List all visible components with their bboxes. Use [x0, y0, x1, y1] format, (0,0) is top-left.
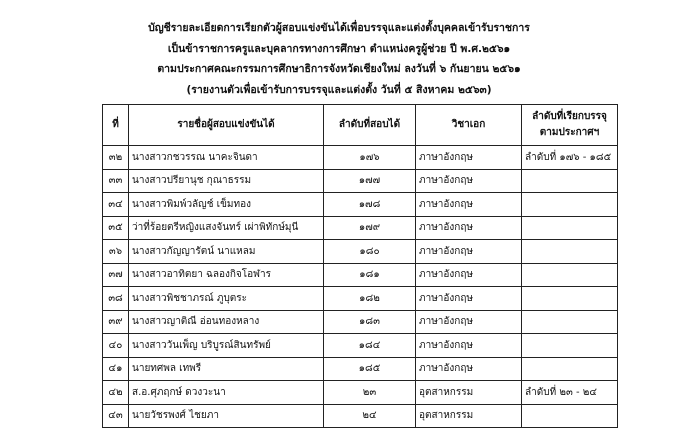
cell-name: นางสาวกชวรรณ นาคะจินดา — [129, 146, 324, 170]
cell-rank: ๑๘๑ — [324, 263, 416, 287]
cell-rank: ๑๗๗ — [324, 169, 416, 193]
cell-name: นางสาวอาทิตยา ฉลองกิจโอฬาร — [129, 263, 324, 287]
cell-name: นางสาวปรียานุช กุณาธรรม — [129, 169, 324, 193]
cell-rank: ๑๗๖ — [324, 146, 416, 170]
cell-major: ภาษาอังกฤษ — [416, 240, 522, 264]
cell-rank: ๑๗๙ — [324, 216, 416, 240]
cell-no: ๓๖ — [103, 240, 129, 264]
cell-name: นางสาววันเพ็ญ บริบูรณ์สินทรัพย์ — [129, 334, 324, 358]
table-row — [103, 216, 618, 240]
cell-no: ๓๔ — [103, 193, 129, 217]
table-row — [103, 240, 618, 264]
cell-rank: ๒๓ — [324, 381, 416, 405]
cell-name: ส.อ.ศุภฤกษ์ ดวงวะนา — [129, 381, 324, 405]
candidate-table — [102, 104, 618, 428]
table-row — [103, 381, 618, 405]
column-header-rank: ลำดับที่สอบได้ — [324, 105, 416, 146]
cell-call-order — [522, 404, 618, 428]
cell-call-order — [522, 334, 618, 358]
header-line-2: เป็นข้าราชการครูและบุคลากรทางการศึกษา ตำแหน่งครูผู้ช่วย ปี พ.ศ.๒๕๖๑ — [167, 42, 511, 55]
cell-call-order — [522, 193, 618, 217]
cell-rank: ๑๗๘ — [324, 193, 416, 217]
header-line-1: บัญชีรายละเอียดการเรียกตัวผู้สอบแข่งขันได้เพื่อบรรจุและแต่งตั้งบุคคลเข้ารับราชการ — [148, 22, 530, 34]
column-header-major: วิชาเอก — [416, 105, 522, 146]
cell-major: ภาษาอังกฤษ — [416, 146, 522, 170]
cell-no: ๓๒ — [103, 146, 129, 170]
column-header-name: รายชื่อผู้สอบแข่งขันได้ — [129, 105, 324, 146]
cell-major: ภาษาอังกฤษ — [416, 216, 522, 240]
table-row — [103, 169, 618, 193]
cell-no: ๓๕ — [103, 216, 129, 240]
cell-rank: ๑๘๕ — [324, 357, 416, 381]
cell-name: นายวัชรพงศ์ ไชยภา — [129, 404, 324, 428]
cell-no: ๔๐ — [103, 334, 129, 358]
column-header-call-order: ลำดับที่เรียกบรรจุตามประกาศฯ — [522, 105, 618, 146]
cell-major: ภาษาอังกฤษ — [416, 287, 522, 311]
cell-name: นางสาวพิมพ์วลัญช์ เข็มทอง — [129, 193, 324, 217]
cell-no: ๔๒ — [103, 381, 129, 405]
cell-no: ๔๓ — [103, 404, 129, 428]
cell-no: ๓๓ — [103, 169, 129, 193]
document-header — [0, 18, 678, 100]
cell-call-order — [522, 357, 618, 381]
header-line-3: ตามประกาศคณะกรรมการศึกษาธิการจังหวัดเชียงใหม่ ลงวันที่ ๖ กันยายน ๒๕๖๑ — [157, 63, 521, 75]
table-row — [103, 310, 618, 334]
cell-major: ภาษาอังกฤษ — [416, 357, 522, 381]
cell-rank: ๑๘๓ — [324, 310, 416, 334]
cell-major: ภาษาอังกฤษ — [416, 334, 522, 358]
table-row — [103, 404, 618, 428]
cell-call-order — [522, 287, 618, 311]
table-body — [103, 146, 618, 428]
table-row — [103, 146, 618, 170]
cell-call-order — [522, 169, 618, 193]
cell-major: ภาษาอังกฤษ — [416, 193, 522, 217]
table-row — [103, 263, 618, 287]
cell-major: ภาษาอังกฤษ — [416, 310, 522, 334]
cell-rank: ๑๘๐ — [324, 240, 416, 264]
cell-name: นางสาวพิชชาภรณ์ ภูบุตระ — [129, 287, 324, 311]
cell-no: ๓๗ — [103, 263, 129, 287]
cell-name: นางสาวกัญญารัตน์ นาแหลม — [129, 240, 324, 264]
cell-major: ภาษาอังกฤษ — [416, 263, 522, 287]
cell-name: นายทศพล เทพรี — [129, 357, 324, 381]
table-row — [103, 193, 618, 217]
cell-call-order — [522, 216, 618, 240]
cell-no: ๓๘ — [103, 287, 129, 311]
table-row — [103, 287, 618, 311]
table-header-row — [103, 105, 618, 146]
cell-major: ภาษาอังกฤษ — [416, 169, 522, 193]
cell-call-order — [522, 240, 618, 264]
cell-no: ๔๑ — [103, 357, 129, 381]
cell-name: ว่าที่ร้อยตรีหญิงแสงจันทร์ เผ่าพิทักษ์มุนี — [129, 216, 324, 240]
cell-major: อุตสาหกรรม — [416, 404, 522, 428]
table-row — [103, 334, 618, 358]
table-row — [103, 357, 618, 381]
cell-call-order — [522, 310, 618, 334]
cell-no: ๓๙ — [103, 310, 129, 334]
cell-rank: ๑๘๒ — [324, 287, 416, 311]
cell-major: อุตสาหกรรม — [416, 381, 522, 405]
cell-call-order: ลำดับที่ ๒๓ - ๒๔ — [522, 381, 618, 405]
header-line-4: (รายงานตัวเพื่อเข้ารับการบรรจุและแต่งตั้ง วันที่ ๕ สิงหาคม ๒๕๖๓) — [186, 83, 492, 96]
cell-call-order: ลำดับที่ ๑๗๖ - ๑๘๕ — [522, 146, 618, 170]
column-header-no: ที่ — [103, 105, 129, 146]
cell-call-order — [522, 263, 618, 287]
cell-rank: ๒๔ — [324, 404, 416, 428]
cell-name: นางสาวญาติณี อ่อนทองหลาง — [129, 310, 324, 334]
cell-rank: ๑๘๔ — [324, 334, 416, 358]
